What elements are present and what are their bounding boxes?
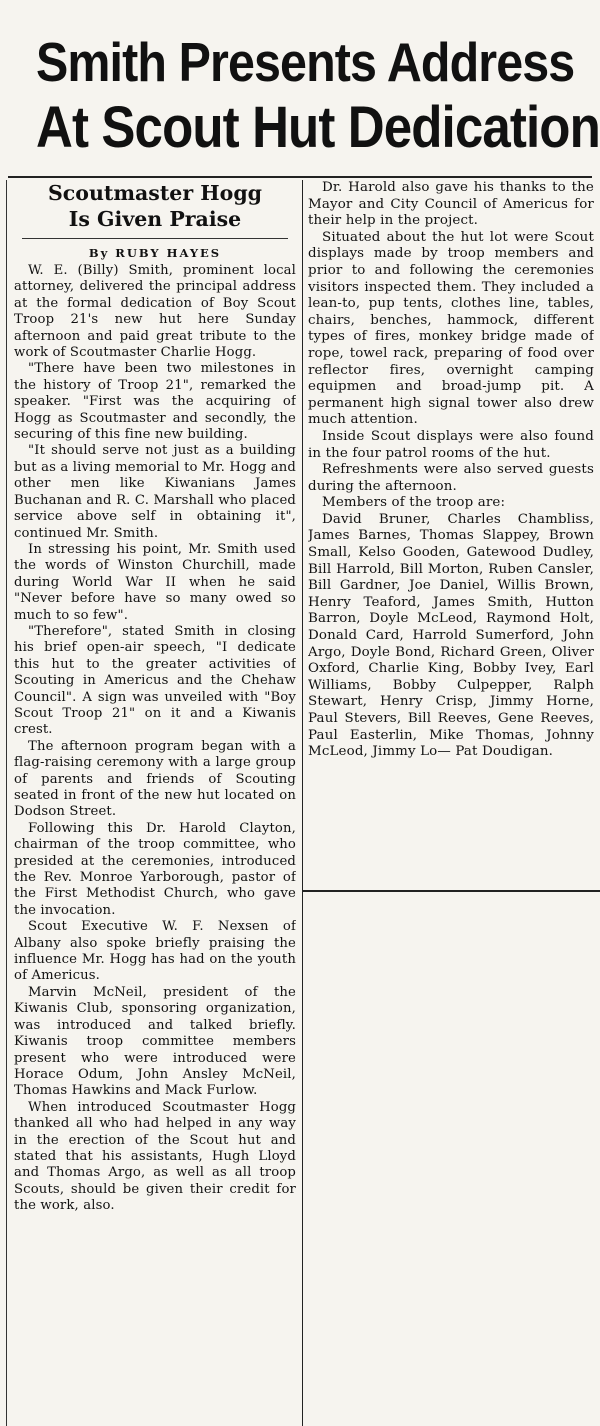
headline-rule	[8, 176, 592, 178]
headline-line-1: Smith Presents Address	[36, 31, 575, 94]
article-paragraph: "Therefore", stated Smith in closing his brief open-air speech, "I dedicate this hut to the greater activities of Scouting in Americus and the Chehaw Council". A sign was unveiled with "Boy Scout Troop 21" on it and a Kiwanis crest.	[14, 623, 296, 738]
headline-line-2: At Scout Hut Dedication	[36, 95, 600, 161]
article-paragraph: "There have been two milestones in the history of Troop 21", remarked the speaker. "First was the acquiring of Hogg as Scoutmaster and secondly, the securing of this fine new building.	[14, 361, 296, 443]
article-paragraph: W. E. (Billy) Smith, prominent local attorney, delivered the principal address at the formal dedication of Boy Scout Troop 21's new hut here Sunday afternoon and paid great tribute to the work of Scoutmaster Charlie Hogg.	[14, 263, 296, 361]
left-border	[6, 180, 7, 1426]
article-paragraph: The afternoon program began with a flag-raising ceremony with a large group of parents and friends of Scouting seated in front of the new hut located on Dodson Street.	[14, 738, 296, 820]
subheadline	[14, 180, 296, 232]
article-paragraph: Members of the troop are:	[322, 495, 506, 511]
subheadline-line-1: Scoutmaster Hogg	[47, 181, 262, 205]
article-paragraph: Marvin McNeil, president of the Kiwanis Club, sponsoring organization, was introduced and talked briefly. Kiwanis troop committee members present who were introduced were Horace Odum, John Ansley McNeil, Thomas Hawkins and Mack Furlow.	[14, 984, 296, 1099]
article-paragraph: Dr. Harold also gave his thanks to the Mayor and City Council of Americus for their help in the project.	[308, 180, 594, 229]
right-column	[308, 180, 594, 900]
article-paragraph: Following this Dr. Harold Clayton, chairman of the troop committee, who presided at the ceremonies, introduced the Rev. Monroe Yarborough, pastor of the First Methodist Church, who gave the invocation.	[14, 820, 296, 918]
left-column	[14, 180, 296, 1426]
column-divider	[302, 180, 303, 1426]
subheadline-rule	[22, 238, 288, 239]
byline: By RUBY HAYES	[88, 246, 222, 260]
article-paragraph: Situated about the hut lot were Scout displays made by troop members and prior to and following the ceremonies visitors inspected them. They included a lean-to, pup tents, clothes line, tables, chairs, benches, hammock, different types of fires, monkey bridge made of rope, towel rack, preparing of food over reflector fires, overnight camping equipmen and broad-jump pit. A permanent high signal tower also drew much attention.	[308, 229, 594, 428]
article-paragraph: "It should serve not just as a building but as a living memorial to Mr. Hogg and other men like Kiwanians James Buchanan and R. C. Marshall who placed service above self in obtaining it", continued Mr. Smith.	[14, 443, 296, 541]
article-paragraph: Refreshments were also served guests during the afternoon.	[308, 462, 594, 494]
article-paragraph: When introduced Scoutmaster Hogg thanked all who had helped in any way in the erection of the Scout hut and stated that his assistants, Hugh Lloyd and Thomas Argo, as well as all troop Scouts, should be given their credit for the work, also.	[14, 1099, 296, 1214]
troop-members-list: David Bruner, Charles Chambliss, James Barnes, Thomas Slappey, Brown Small, Kelso Gooden, Gatewood Dudley, Bill Harrold, Bill Morton, Ruben Cansler, Bill Gardner, Joe Daniel, Willis Brown, Henry Teaford, James Smith, Hutton Barron, Doyle McLeod, Raymond Holt, Donald Card, Harrold Sumerford, John Argo, Doyle Bond, Richard Green, Oliver Oxford, Charlie King, Bobby Ivey, Earl Williams, Bobby Culpepper, Ralph Stewart, Henry Crisp, Jimmy Horne, Paul Stevers, Bill Reeves, Gene Reeves, Paul Easterlin, Mike Thomas, Johnny McLeod, Jimmy Lo— Pat Doudigan.	[308, 511, 594, 760]
headline	[0, 31, 600, 161]
article-paragraph: Inside Scout displays were also found in the four patrol rooms of the hut.	[308, 428, 594, 461]
subheadline-line-2: Is Given Praise	[68, 207, 242, 231]
article-paragraph: In stressing his point, Mr. Smith used the words of Winston Churchill, made during World War II when he said "Never before have so many owed so much to so few".	[14, 541, 296, 623]
article-paragraph: Scout Executive W. F. Nexsen of Albany also spoke briefly praising the influence Mr. Hogg has had on the youth of Americus.	[14, 919, 296, 984]
